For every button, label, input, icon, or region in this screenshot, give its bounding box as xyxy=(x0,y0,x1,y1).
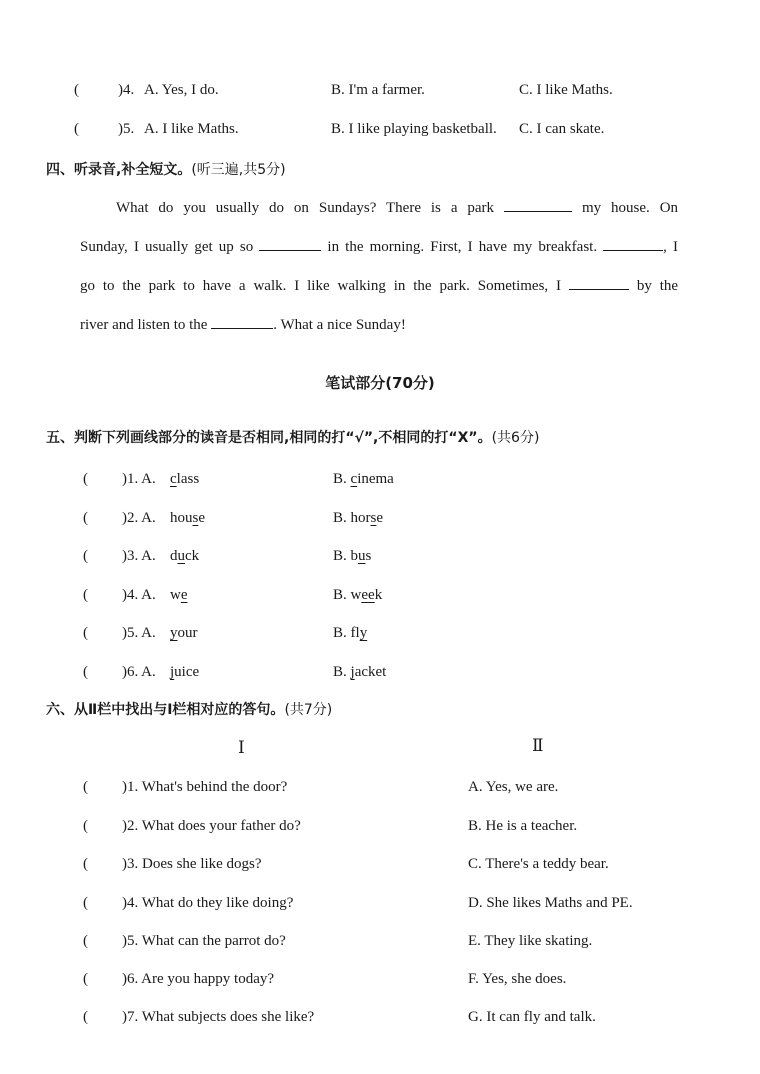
passage-blank-4[interactable] xyxy=(569,275,629,290)
pronunciation-item-number: )6. A. xyxy=(122,664,156,680)
part6-heading-text: 六、从Ⅱ栏中找出与Ⅰ栏相对应的答句。 xyxy=(46,702,285,718)
part6-score-note: (共7分) xyxy=(284,702,333,718)
word-a-underlined: s xyxy=(192,510,199,526)
word-a-suffix: lass xyxy=(176,471,200,487)
matching-question: )4. What do they like doing? xyxy=(122,895,294,911)
matching-answer-option: A. Yes, we are. xyxy=(468,779,559,795)
word-b-prefix: b xyxy=(350,548,359,564)
pronunciation-word-b xyxy=(333,662,386,682)
word-b-underlined: j xyxy=(350,664,355,680)
matching-question: )1. What's behind the door? xyxy=(122,779,288,795)
word-b-label: B. xyxy=(333,587,347,603)
word-b-underlined: y xyxy=(359,625,368,641)
pronunciation-answer-bracket[interactable]: ( xyxy=(83,587,88,603)
word-a-prefix: d xyxy=(170,548,178,564)
listening-q5-number: )5. xyxy=(118,121,135,137)
matching-answer-option: G. It can fly and talk. xyxy=(468,1009,596,1025)
passage-line3-text-a: go to the park to have a walk. I like walking in the park. Sometimes, I xyxy=(80,278,562,294)
part4-heading xyxy=(46,160,286,180)
part5-heading-text: 五、判断下列画线部分的读音是否相同,相同的打“√”,不相同的打“X”。 xyxy=(46,430,492,446)
pronunciation-word-a xyxy=(170,508,205,528)
word-a-underlined: c xyxy=(170,471,177,487)
word-b-prefix: w xyxy=(350,587,362,603)
passage-line3-text-b: by the xyxy=(636,278,679,294)
column-two-header: Ⅱ xyxy=(532,736,544,755)
word-b-underlined: ee xyxy=(361,587,375,603)
passage-blank-5[interactable] xyxy=(211,314,273,329)
column-one-header: Ⅰ xyxy=(238,738,245,757)
matching-answer-bracket[interactable]: ( xyxy=(83,818,88,834)
pronunciation-word-a xyxy=(170,585,188,605)
passage-blank-2[interactable] xyxy=(259,236,321,251)
passage-line4-text-b: . What a nice Sunday! xyxy=(273,317,406,333)
matching-answer-bracket[interactable]: ( xyxy=(83,895,88,911)
listening-q4-option-a: A. Yes, I do. xyxy=(144,82,219,98)
word-a-underlined: y xyxy=(170,625,178,641)
matching-answer-option: B. He is a teacher. xyxy=(468,818,578,834)
word-a-suffix: ck xyxy=(185,548,200,564)
matching-answer-option: D. She likes Maths and PE. xyxy=(468,895,633,911)
word-a-prefix: w xyxy=(170,587,181,603)
pronunciation-answer-bracket[interactable]: ( xyxy=(83,510,88,526)
word-a-underlined: e xyxy=(180,587,188,603)
listening-q4-option-b: B. I'm a farmer. xyxy=(331,82,425,98)
listening-q5-bracket[interactable]: ( xyxy=(74,121,79,137)
listening-q5-option-c: C. I can skate. xyxy=(519,121,605,137)
word-b-label: B. xyxy=(333,471,347,487)
matching-question: )5. What can the parrot do? xyxy=(122,933,286,949)
pronunciation-answer-bracket[interactable]: ( xyxy=(83,625,88,641)
pronunciation-word-b xyxy=(333,508,383,528)
matching-answer-bracket[interactable]: ( xyxy=(83,856,88,872)
word-a-suffix: e xyxy=(198,510,206,526)
passage-line1-text-b: my house. On xyxy=(581,200,679,216)
passage-line-4 xyxy=(80,314,678,334)
listening-q4-bracket[interactable]: ( xyxy=(74,82,79,98)
listening-q4-option-c: C. I like Maths. xyxy=(519,82,613,98)
word-a-suffix: uice xyxy=(174,664,200,680)
word-a-prefix: hou xyxy=(170,510,193,526)
pronunciation-item-number: )3. A. xyxy=(122,548,156,564)
passage-line2-text-c: , I xyxy=(663,239,679,255)
pronunciation-word-b xyxy=(333,585,382,605)
written-section-title: 笔试部分(70分) xyxy=(325,374,435,392)
passage-line-3 xyxy=(80,275,678,295)
word-b-prefix: fl xyxy=(350,625,360,641)
part4-score-note: (听三遍,共5分) xyxy=(191,162,286,178)
word-a-underlined: j xyxy=(170,664,175,680)
matching-answer-bracket[interactable]: ( xyxy=(83,779,88,795)
word-b-suffix: s xyxy=(365,548,372,564)
matching-question: )3. Does she like dogs? xyxy=(122,856,262,872)
pronunciation-word-b xyxy=(333,623,367,643)
matching-answer-option: C. There's a teddy bear. xyxy=(468,856,609,872)
word-b-suffix: k xyxy=(374,587,383,603)
matching-question: )2. What does your father do? xyxy=(122,818,301,834)
pronunciation-answer-bracket[interactable]: ( xyxy=(83,548,88,564)
passage-line4-text-a: river and listen to the xyxy=(80,317,208,333)
part5-heading xyxy=(46,428,539,448)
listening-q4-number: )4. xyxy=(118,82,135,98)
pronunciation-word-a xyxy=(170,469,199,489)
matching-question: )6. Are you happy today? xyxy=(122,971,275,987)
part6-heading xyxy=(46,700,332,720)
pronunciation-word-a xyxy=(170,623,198,643)
matching-answer-bracket[interactable]: ( xyxy=(83,933,88,949)
pronunciation-word-b xyxy=(333,469,394,489)
matching-answer-bracket[interactable]: ( xyxy=(83,971,88,987)
pronunciation-item-number: )2. A. xyxy=(122,510,156,526)
part4-heading-text: 四、听录音,补全短文。 xyxy=(46,162,192,178)
word-a-underlined: u xyxy=(177,548,185,564)
matching-answer-option: E. They like skating. xyxy=(468,933,593,949)
pronunciation-word-b xyxy=(333,546,371,566)
word-b-underlined: u xyxy=(358,548,366,564)
word-b-prefix: hor xyxy=(350,510,371,526)
pronunciation-item-number: )1. A. xyxy=(122,471,156,487)
pronunciation-answer-bracket[interactable]: ( xyxy=(83,471,88,487)
matching-answer-bracket[interactable]: ( xyxy=(83,1009,88,1025)
passage-blank-3[interactable] xyxy=(603,236,663,251)
word-b-label: B. xyxy=(333,548,347,564)
listening-q5-option-a: A. I like Maths. xyxy=(144,121,239,137)
matching-answer-option: F. Yes, she does. xyxy=(468,971,567,987)
listening-q5-option-b: B. I like playing basketball. xyxy=(331,121,497,137)
passage-line2-text-b: in the morning. First, I have my breakfast. xyxy=(327,239,598,255)
pronunciation-item-number: )4. A. xyxy=(122,587,156,603)
word-a-suffix: our xyxy=(177,625,198,641)
part5-score-note: (共6分) xyxy=(491,430,540,446)
passage-line2-text-a: Sunday, I usually get up so xyxy=(80,239,254,255)
passage-line-2 xyxy=(80,236,678,256)
passage-blank-1[interactable] xyxy=(504,197,572,212)
word-b-label: B. xyxy=(333,510,347,526)
pronunciation-item-number: )5. A. xyxy=(122,625,156,641)
word-b-suffix: acket xyxy=(354,664,387,680)
word-b-underlined: c xyxy=(350,471,358,487)
passage-line-1 xyxy=(116,197,678,217)
word-b-underlined: s xyxy=(370,510,377,526)
word-b-suffix: inema xyxy=(357,471,394,487)
pronunciation-word-a xyxy=(170,662,199,682)
word-b-suffix: e xyxy=(376,510,384,526)
word-b-label: B. xyxy=(333,625,347,641)
word-b-label: B. xyxy=(333,664,347,680)
pronunciation-word-a xyxy=(170,546,199,566)
pronunciation-answer-bracket[interactable]: ( xyxy=(83,664,88,680)
passage-line1-text-a: What do you usually do on Sundays? There is a park xyxy=(116,200,495,216)
matching-question: )7. What subjects does she like? xyxy=(122,1009,315,1025)
